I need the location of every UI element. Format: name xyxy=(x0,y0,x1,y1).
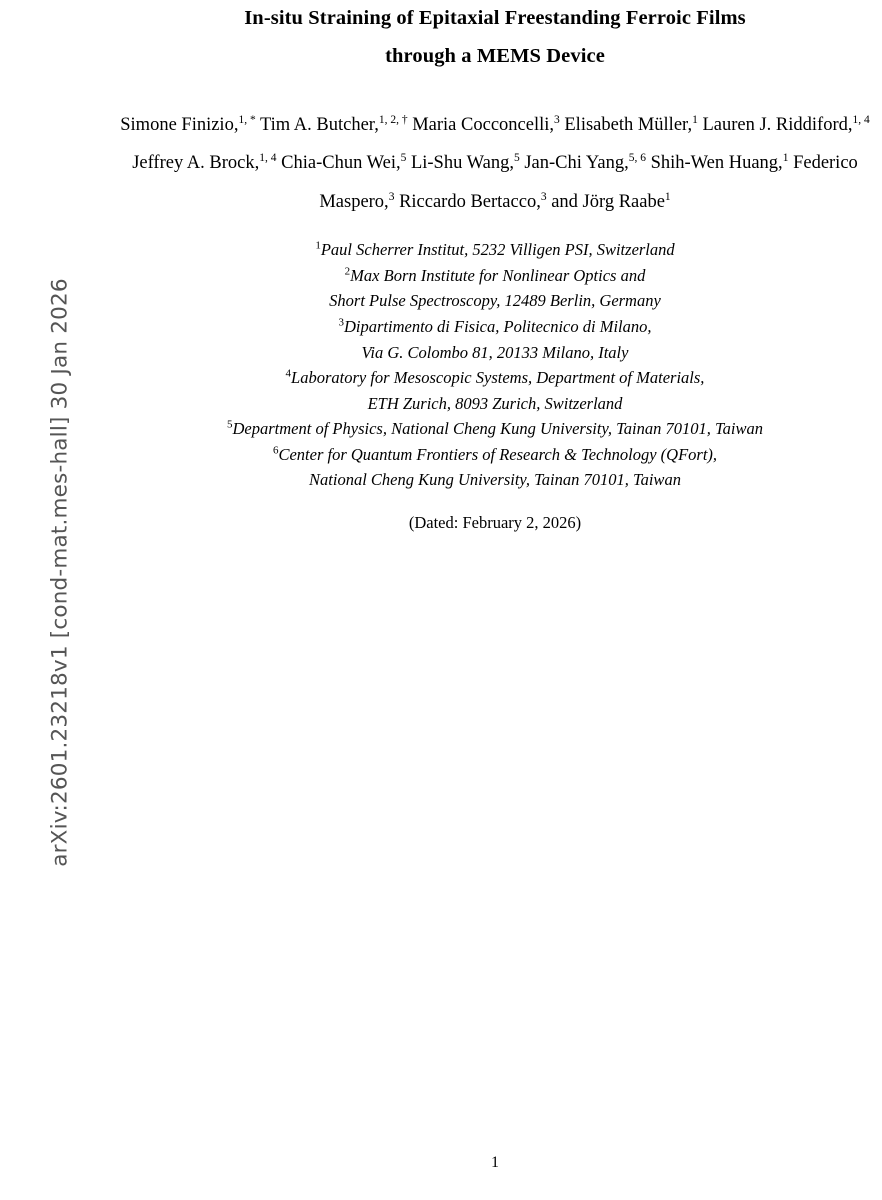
affiliation-list xyxy=(108,237,882,493)
affiliation-4-marker: 4 xyxy=(285,367,292,380)
affiliation-6 xyxy=(108,442,882,493)
author-muller: Elisabeth Müller, xyxy=(559,114,693,135)
author-muller-affil: 1 xyxy=(692,113,698,126)
arxiv-identifier-stamp: arXiv:2601.23218v1 [cond-mat.mes-hall] 30 Jan 2026 xyxy=(47,278,73,867)
affiliation-5-marker: 5 xyxy=(227,418,233,431)
affiliation-4-line-1 xyxy=(108,365,882,391)
affiliation-1-text: Paul Scherrer Institut, 5232 Villigen PSI, Switzerland xyxy=(320,240,675,260)
title-line-2: through a MEMS Device xyxy=(385,44,605,67)
affiliation-6-marker: 6 xyxy=(272,444,279,457)
affiliation-4 xyxy=(108,365,882,416)
author-huang: Shih-Wen Huang, xyxy=(645,153,783,174)
affiliation-3-line-1 xyxy=(108,314,882,340)
affiliation-2-line-2: Short Pulse Spectroscopy, 12489 Berlin, Germany xyxy=(329,291,661,311)
author-bertacco: Riccardo Bertacco, xyxy=(394,191,541,212)
affiliation-3-line-2: Via G. Colombo 81, 20133 Milano, Italy xyxy=(361,342,629,362)
author-butcher: Tim A. Butcher, xyxy=(255,114,379,135)
affiliation-2 xyxy=(108,263,882,314)
affiliation-5-line-1 xyxy=(108,416,882,442)
author-riddiford: J. Riddiford, xyxy=(759,114,853,135)
affiliation-1-line-1 xyxy=(108,237,882,263)
affiliation-6-line-1 xyxy=(108,442,882,468)
affiliation-3-text-1: Dipartimento di Fisica, Politecnico di Milano, xyxy=(344,316,652,336)
affiliation-2-text-1: Max Born Institute for Nonlinear Optics and xyxy=(350,265,646,285)
affiliation-3 xyxy=(108,314,882,365)
author-raabe: and Jörg Raabe xyxy=(546,191,665,212)
affiliation-2-line-1 xyxy=(108,263,882,289)
affiliation-6-line-2: National Cheng Kung University, Tainan 70101, Taiwan xyxy=(309,470,681,490)
author-butcher-affil: 1, 2, † xyxy=(378,113,408,126)
author-yang: Yang, xyxy=(585,153,629,174)
paper-page xyxy=(108,0,882,1200)
affiliation-4-line-2: ETH Zurich, 8093 Zurich, Switzerland xyxy=(367,393,623,413)
author-maspero: Federico Maspero, xyxy=(319,153,858,212)
affiliation-4-text-1: Laboratory for Mesoscopic Systems, Department of Materials, xyxy=(291,368,705,388)
title-line-1: In-situ Straining of Epitaxial Freestanding Ferroic Films xyxy=(244,7,746,29)
affiliation-2-marker: 2 xyxy=(344,265,351,278)
affiliation-5 xyxy=(108,416,882,442)
author-raabe-affil: 1 xyxy=(664,190,671,203)
affiliation-1-marker: 1 xyxy=(315,239,321,252)
author-finizio-affil: 1, * xyxy=(238,113,256,126)
author-yang-affil: 5, 6 xyxy=(628,152,646,165)
author-bertacco-affil: 3 xyxy=(540,190,547,203)
author-wei: Chia-Chun Wei, xyxy=(276,153,401,174)
page-number: 1 xyxy=(491,1154,499,1171)
author-lauren-first: Lauren xyxy=(697,114,755,135)
author-finizio: Simone Finizio, xyxy=(120,114,239,135)
author-cocconcelli: Maria Cocconcelli, xyxy=(407,114,554,135)
author-yang-first: Jan-Chi xyxy=(519,153,582,174)
dated-line: (Dated: February 2, 2026) xyxy=(408,512,582,532)
author-brock-affil: 1, 4 xyxy=(259,152,277,165)
author-maspero-affil: 3 xyxy=(388,190,395,203)
author-huang-affil: 1 xyxy=(782,152,789,165)
author-brock: Jeffrey A. Brock, xyxy=(132,153,260,174)
affiliation-5-text-1: Department of Physics, National Cheng Kung University, Tainan 70101, Taiwan xyxy=(232,419,763,439)
author-wang-affil: 5 xyxy=(513,152,520,165)
author-wei-affil: 5 xyxy=(400,152,407,165)
author-list xyxy=(108,106,882,221)
affiliation-1 xyxy=(108,237,882,263)
affiliation-3-marker: 3 xyxy=(338,316,344,329)
author-riddiford-affil: 1, 4 xyxy=(852,113,870,126)
author-cocconcelli-affil: 3 xyxy=(554,113,560,126)
author-wang: Li-Shu Wang, xyxy=(406,153,514,174)
affiliation-6-text-1: Center for Quantum Frontiers of Research & Technology (QFort), xyxy=(278,444,718,464)
page-title xyxy=(108,0,882,76)
